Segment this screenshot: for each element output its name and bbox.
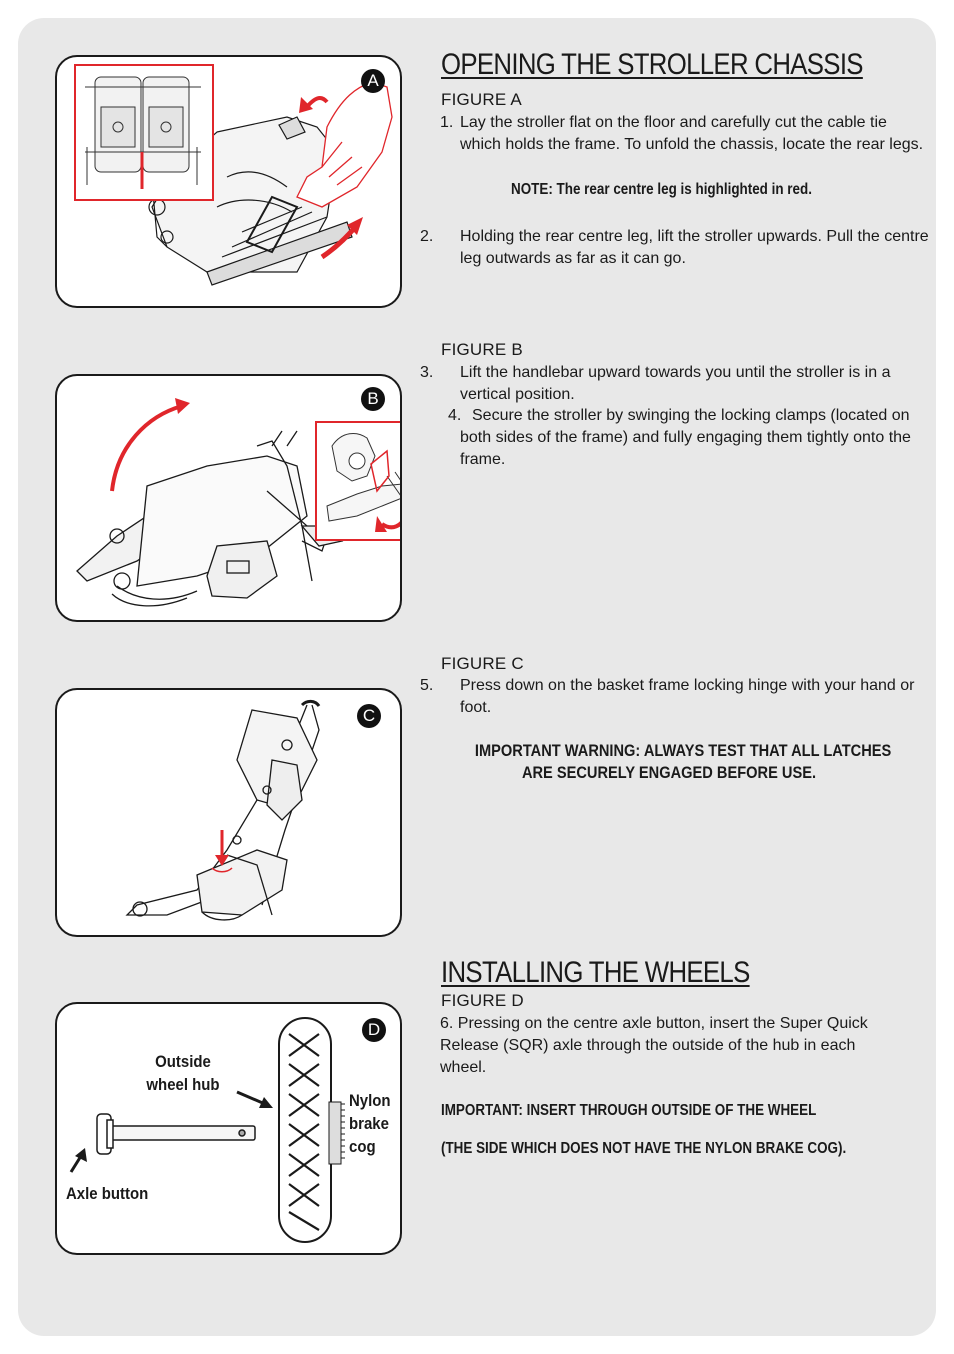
figure-b-badge: B [361, 387, 385, 411]
latch-warning-line1: IMPORTANT WARNING: ALWAYS TEST THAT ALL LATCHES [474, 741, 892, 760]
figure-d-label: FIGURE D [441, 991, 524, 1010]
step-6 [440, 1013, 902, 1079]
step-3-text: Lift the handlebar upward towards you until the stroller is in a vertical position. [460, 364, 891, 403]
callout-outside-wheel-hub [139, 1050, 227, 1096]
step-4-text: Secure the stroller by swinging the locking clamps (located on both sides of the frame) and fully engaging them tightly onto the frame. [460, 407, 911, 468]
step-5 [420, 675, 930, 719]
step-5-number: 5. [420, 677, 434, 694]
step-3-number: 3. [420, 364, 434, 381]
latch-warning [441, 740, 897, 784]
stroller-folded-diagram [57, 57, 402, 308]
callout-outside-line2: wheel hub [146, 1075, 220, 1094]
figure-a-label: FIGURE A [441, 90, 522, 109]
note-rear-centre-leg: NOTE: The rear centre leg is highlighted in red. [511, 181, 812, 198]
callout-nylon-line3: cog [349, 1137, 376, 1156]
stroller-upright-diagram [57, 690, 402, 937]
step-3 [420, 362, 930, 406]
figure-d-badge: D [362, 1018, 386, 1042]
step-2-number: 2. [420, 228, 434, 245]
figure-d-illustration [55, 1002, 402, 1255]
callout-axle-button: Axle button [66, 1184, 149, 1203]
step-1-text: Lay the stroller flat on the floor and carefully cut the cable tie which holds the frame. To unfold the chassis, locate the rear legs. [460, 114, 924, 153]
step-1 [440, 112, 930, 156]
callout-nylon-line1: Nylon [349, 1091, 391, 1110]
step-6-text: Pressing on the centre axle button, insert the Super Quick Release (SQR) axle through the outside of the hub in each wheel. [440, 1015, 868, 1076]
step-5-text: Press down on the basket frame locking hinge with your hand or foot. [460, 677, 915, 716]
step-2-text: Holding the rear centre leg, lift the stroller upwards. Pull the centre leg outwards as far as it can go. [460, 228, 929, 267]
step-4 [448, 405, 916, 471]
step-1-number: 1. [440, 114, 454, 131]
figure-c-badge: C [357, 704, 381, 728]
figure-a-badge: A [361, 69, 385, 93]
callout-nylon-line2: brake [349, 1114, 389, 1133]
important-insert-outside: IMPORTANT: INSERT THROUGH OUTSIDE OF THE WHEEL [441, 1102, 817, 1119]
callout-outside-line1: Outside [155, 1052, 211, 1071]
figure-b-label: FIGURE B [441, 340, 523, 359]
figure-c-illustration [55, 688, 402, 937]
section-title-opening-chassis: OPENING THE STROLLER CHASSIS [441, 48, 863, 81]
latch-warning-line2: ARE SECURELY ENGAGED BEFORE USE. [521, 763, 817, 782]
stroller-lifting-diagram [57, 376, 402, 622]
figure-a-illustration [55, 55, 402, 308]
step-2 [420, 226, 930, 270]
figure-c-label: FIGURE C [441, 654, 524, 673]
step-4-number: 4. [448, 407, 462, 424]
important-no-brake-cog-side: (THE SIDE WHICH DOES NOT HAVE THE NYLON BRAKE COG). [441, 1140, 847, 1157]
section-title-installing-wheels: INSTALLING THE WHEELS [441, 956, 750, 989]
step-6-number: 6. [440, 1015, 454, 1032]
figure-b-illustration [55, 374, 402, 622]
callout-nylon-brake-cog [349, 1089, 391, 1158]
